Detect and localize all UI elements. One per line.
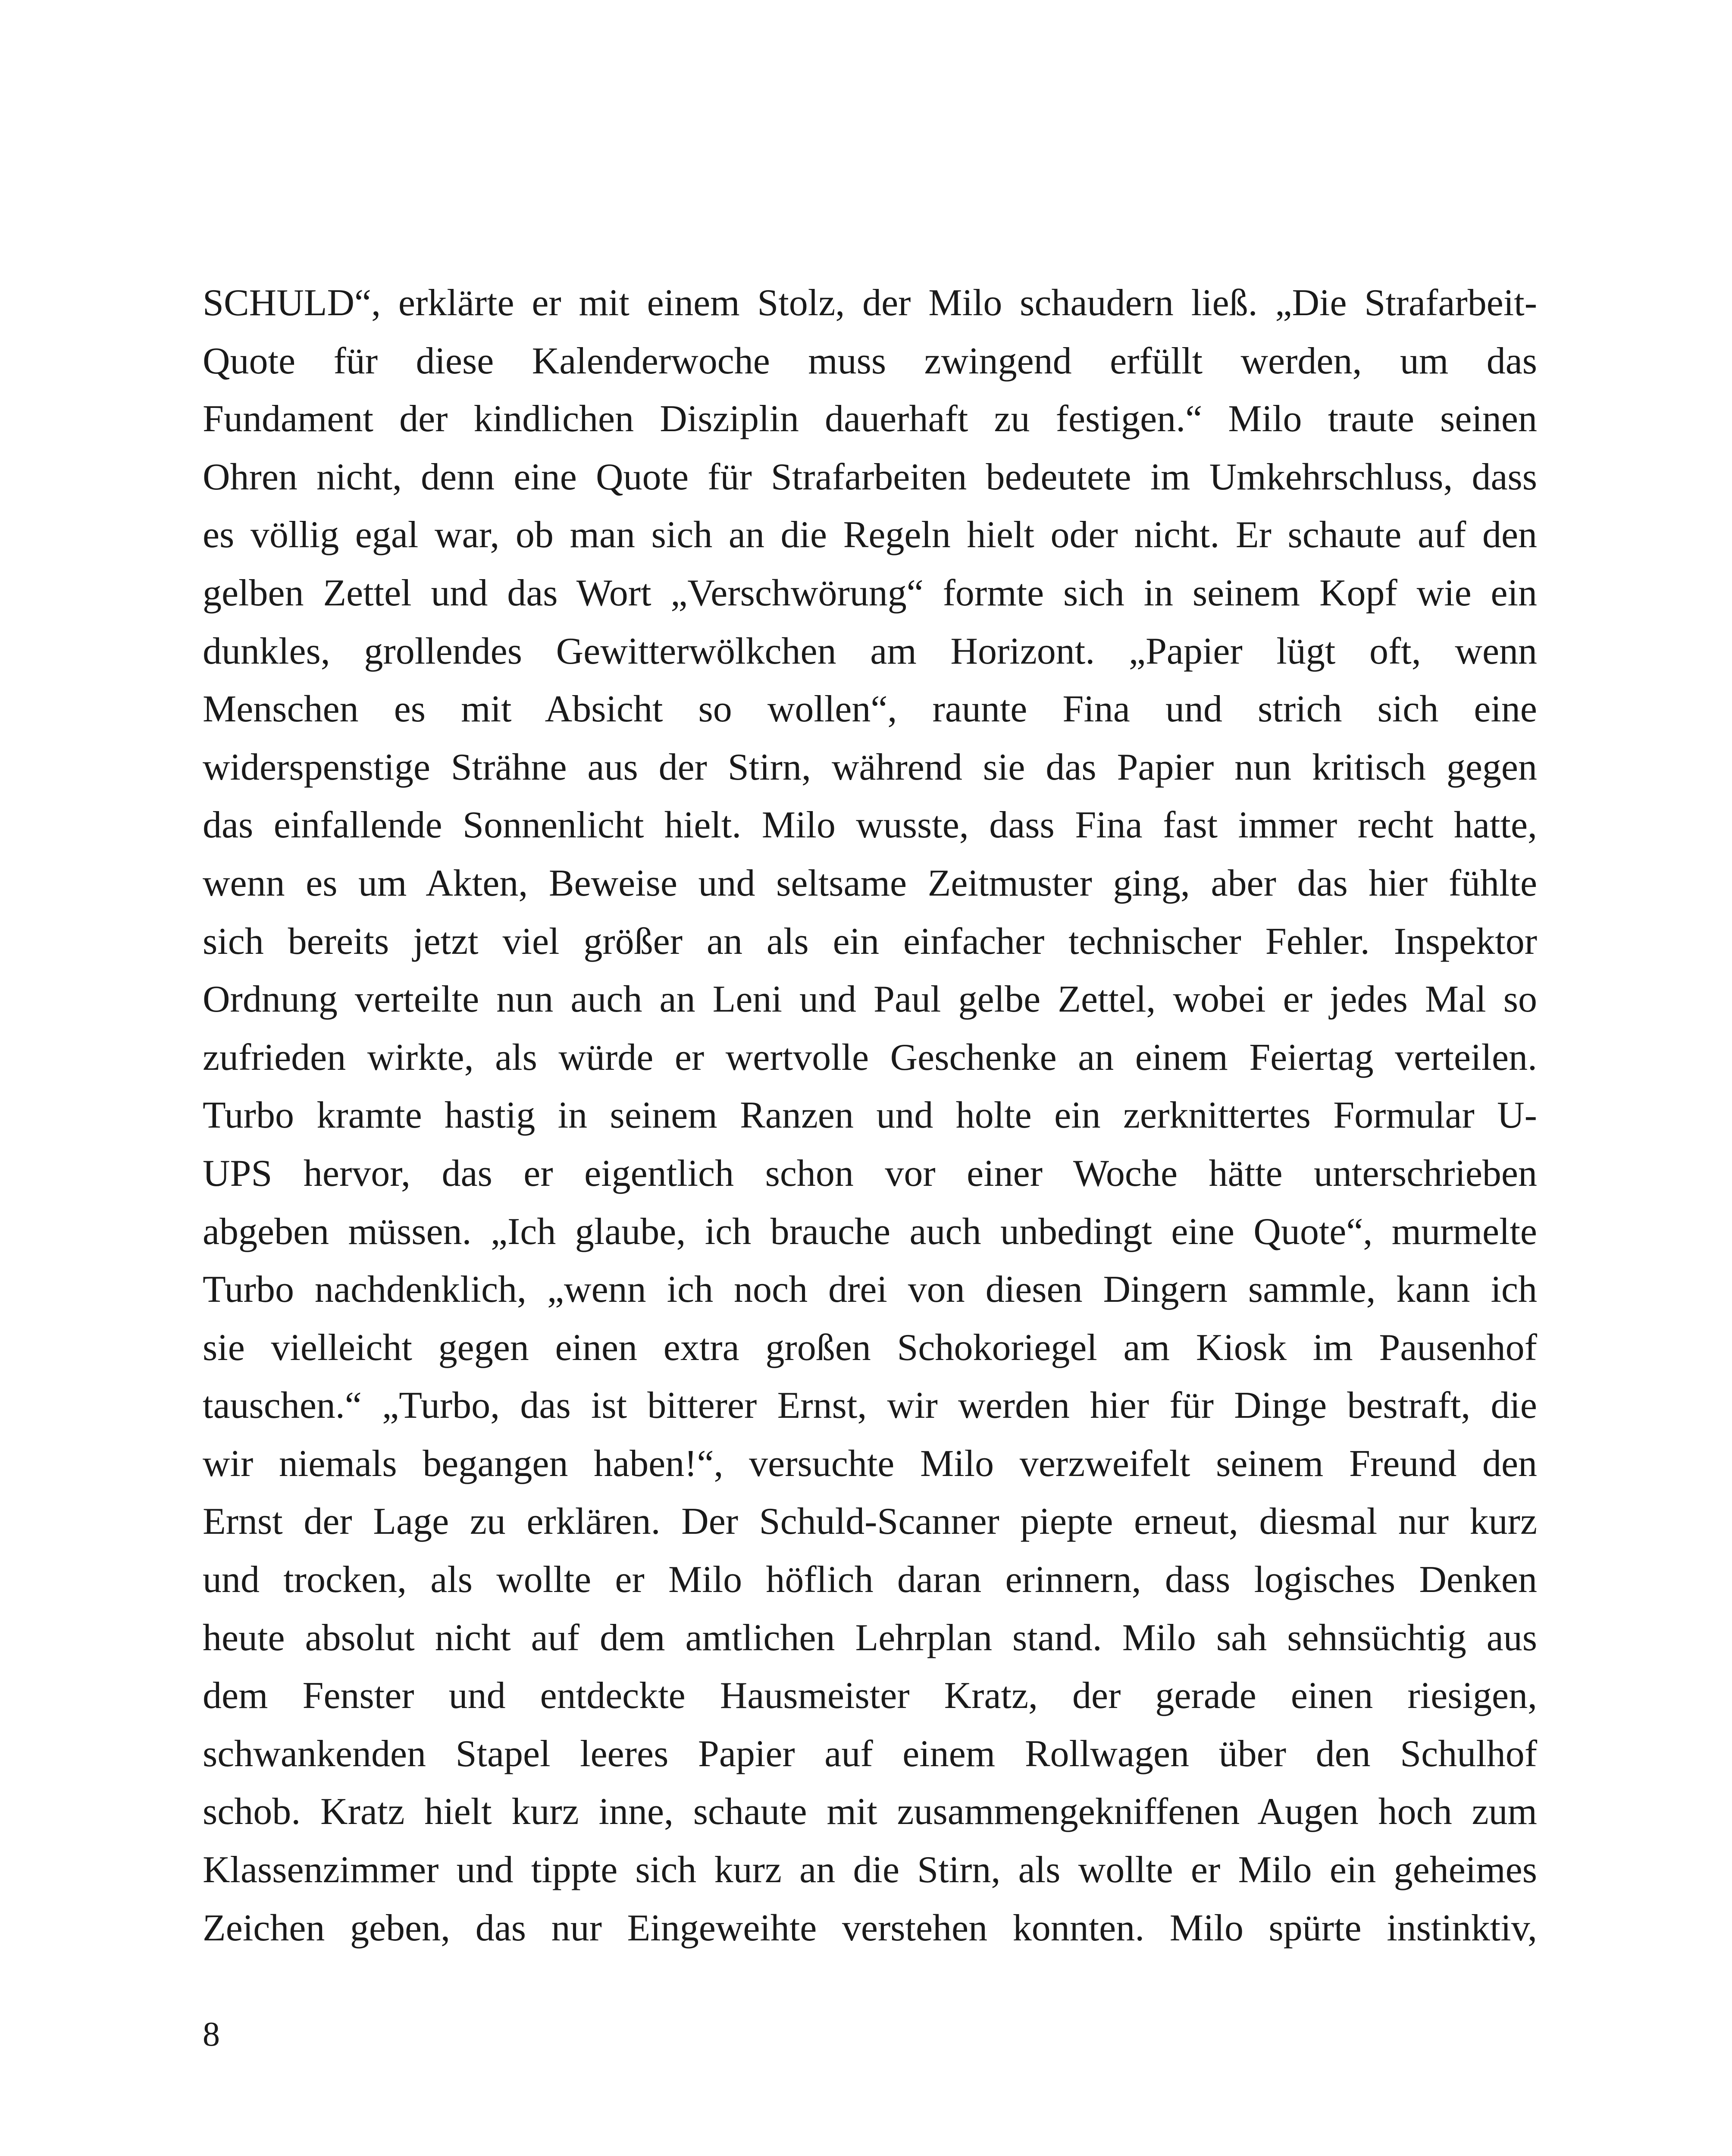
text-line: Klassenzimmer und tippte sich kurz an die Stirn, als wollte er Milo ein geheimes	[203, 1849, 1537, 1891]
text-line: Ernst der Lage zu erklären. Der Schuld-Scanner piepte erneut, diesmal nur kurz	[203, 1501, 1537, 1543]
text-line: widerspenstige Strähne aus der Stirn, während sie das Papier nun kritisch gegen	[203, 746, 1537, 788]
text-line: zufrieden wirkte, als würde er wertvolle Geschenke an einem Feiertag verteilen.	[203, 1036, 1537, 1078]
text-line: heute absolut nicht auf dem amtlichen Lehrplan stand. Milo sah sehnsüchtig aus	[203, 1617, 1537, 1659]
text-line: wir niemals begangen haben!“, versuchte Milo verzweifelt seinem Freund den	[203, 1442, 1537, 1485]
text-line: sie vielleicht gegen einen extra großen Schokoriegel am Kiosk im Pausenhof	[203, 1326, 1537, 1369]
page-number: 8	[203, 2015, 220, 2053]
text-line: UPS hervor, das er eigentlich schon vor einer Woche hätte unterschrieben	[203, 1152, 1537, 1194]
text-line: Ordnung verteilte nun auch an Leni und Paul gelbe Zettel, wobei er jedes Mal so	[203, 978, 1537, 1021]
text-line: schwankenden Stapel leeres Papier auf einem Rollwagen über den Schulhof	[203, 1733, 1537, 1775]
text-line: schob. Kratz hielt kurz inne, schaute mit zusammengekniffenen Augen hoch zum	[203, 1791, 1537, 1833]
text-line: sich bereits jetzt viel größer an als ein einfacher technischer Fehler. Inspektor	[203, 920, 1537, 962]
body-paragraph	[203, 274, 1537, 1957]
text-line: Ohren nicht, denn eine Quote für Strafarbeiten bedeutete im Umkehrschluss, dass	[203, 456, 1537, 498]
text-line: Quote für diese Kalenderwoche muss zwingend erfüllt werden, um das	[203, 340, 1537, 382]
text-line: wenn es um Akten, Beweise und seltsame Zeitmuster ging, aber das hier fühlte	[203, 862, 1537, 904]
text-line: Menschen es mit Absicht so wollen“, raunte Fina und strich sich eine	[203, 688, 1537, 730]
text-line: abgeben müssen. „Ich glaube, ich brauche auch unbedingt eine Quote“, murmelte	[203, 1210, 1537, 1253]
text-line: dem Fenster und entdeckte Hausmeister Kratz, der gerade einen riesigen,	[203, 1675, 1537, 1717]
text-line: SCHULD“, erklärte er mit einem Stolz, der Milo schaudern ließ. „Die Strafarbeit-	[203, 282, 1537, 324]
text-line: gelben Zettel und das Wort „Verschwörung“ formte sich in seinem Kopf wie ein	[203, 572, 1537, 614]
text-line: Turbo kramte hastig in seinem Ranzen und holte ein zerknittertes Formular U-	[203, 1094, 1537, 1137]
text-line: dunkles, grollendes Gewitterwölkchen am Horizont. „Papier lügt oft, wenn	[203, 630, 1537, 672]
text-line: Fundament der kindlichen Disziplin dauerhaft zu festigen.“ Milo traute seinen	[203, 398, 1537, 440]
text-line: Zeichen geben, das nur Eingeweihte verstehen konnten. Milo spürte instinktiv,	[203, 1907, 1537, 1949]
text-line: und trocken, als wollte er Milo höflich daran erinnern, dass logisches Denken	[203, 1559, 1537, 1601]
text-line: tauschen.“ „Turbo, das ist bitterer Ernst, wir werden hier für Dinge bestraft, die	[203, 1385, 1537, 1427]
text-line: das einfallende Sonnenlicht hielt. Milo wusste, dass Fina fast immer recht hatte,	[203, 804, 1537, 846]
text-line: Turbo nachdenklich, „wenn ich noch drei von diesen Dingern sammle, kann ich	[203, 1269, 1537, 1311]
text-line: es völlig egal war, ob man sich an die Regeln hielt oder nicht. Er schaute auf den	[203, 514, 1537, 556]
